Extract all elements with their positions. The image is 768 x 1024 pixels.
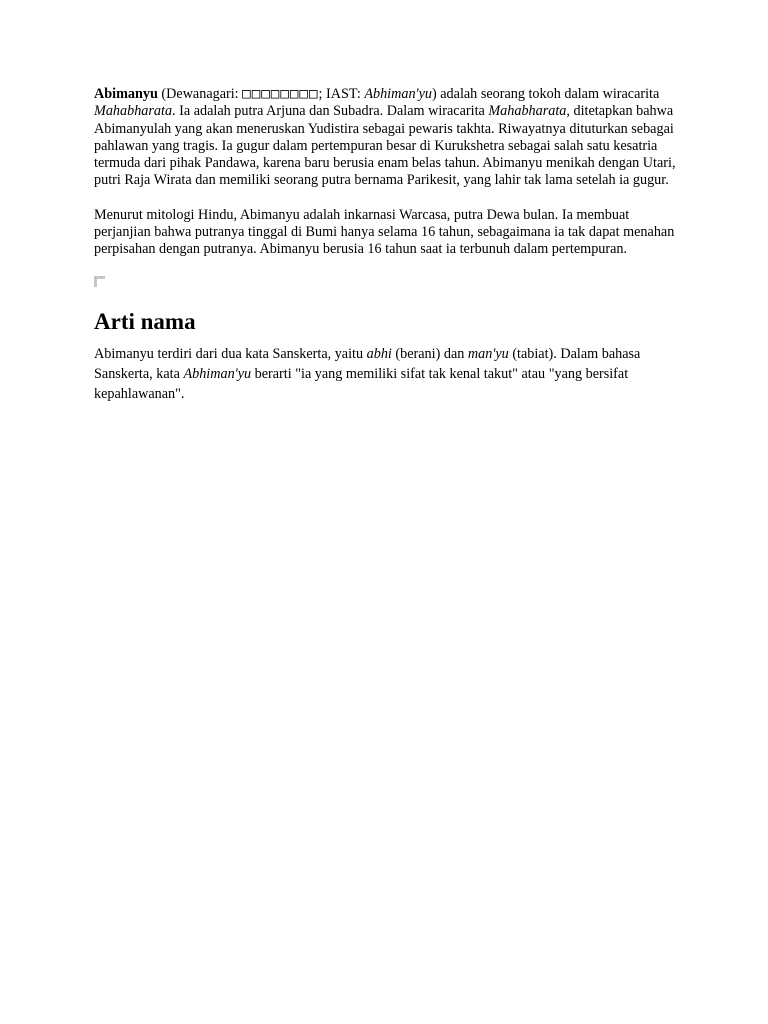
mahabharata-title: Mahabharata [488,103,567,120]
intro-paragraph [94,86,684,190]
broken-image-icon [94,276,106,288]
text-run: (Dewanagari: [157,86,243,102]
term-manyu: man'yu [467,345,509,362]
term-abhimanyu: Abhiman'yu [183,365,252,382]
term-abhi: abhi [366,345,392,362]
mahabharata-title: Mahabharata [94,103,173,120]
text-run: Abimanyu terdiri dari dua kata Sanskerta, yaitu [94,345,367,362]
text-run: . Ia adalah putra Arjuna dan Subadra. Dalam wiracarita [172,103,489,120]
section-heading-arti-nama: Arti nama [94,308,196,334]
text-run: ; IAST: [318,86,365,102]
devanagari-text: □□□□□□□□ [242,86,319,102]
name-meaning-paragraph [94,344,684,404]
term-abimanyu: Abimanyu [94,86,158,102]
mythology-paragraph: Menurut mitologi Hindu, Abimanyu adalah inkarnasi Warcasa, putra Dewa bulan. Ia membuat perjanjian bahwa putranya tinggal di Bumi hanya selama 16 tahun, sebagaimana ia tak dapat menahan perpisahan dengan putranya. Abimanyu berusia 16 tahun saat ia terbunuh dalam pertempuran. [94,206,675,258]
text-run: , ditetapkan bahwa Abimanyulah yang akan meneruskan Yudistira sebagai pewaris takhta. Riwayatnya dituturkan sebagai pahlawan yang tragis. Ia gugur dalam pertempuran besar di Kurukshetra sebagai salah satu kesatria termuda dari pihak Pandawa, karena baru berusia enam belas tahun. Abimanyu menikah dengan Utari, putri Raja Wirata dan memiliki seorang putra bernama Parikesit, yang lahir tak lama setelah ia gugur. [94,103,676,189]
text-run: (berani) dan [391,345,468,362]
text-run: ) adalah seorang tokoh dalam wiracarita [431,86,660,102]
text-run: berarti "ia yang memiliki sifat tak kenal takut" atau "yang bersifat kepahlawanan". [94,365,629,402]
iast-term: Abhiman'yu [364,86,432,102]
text-run: (tabiat). Dalam bahasa Sanskerta, kata [94,345,641,382]
document-page [94,86,684,404]
